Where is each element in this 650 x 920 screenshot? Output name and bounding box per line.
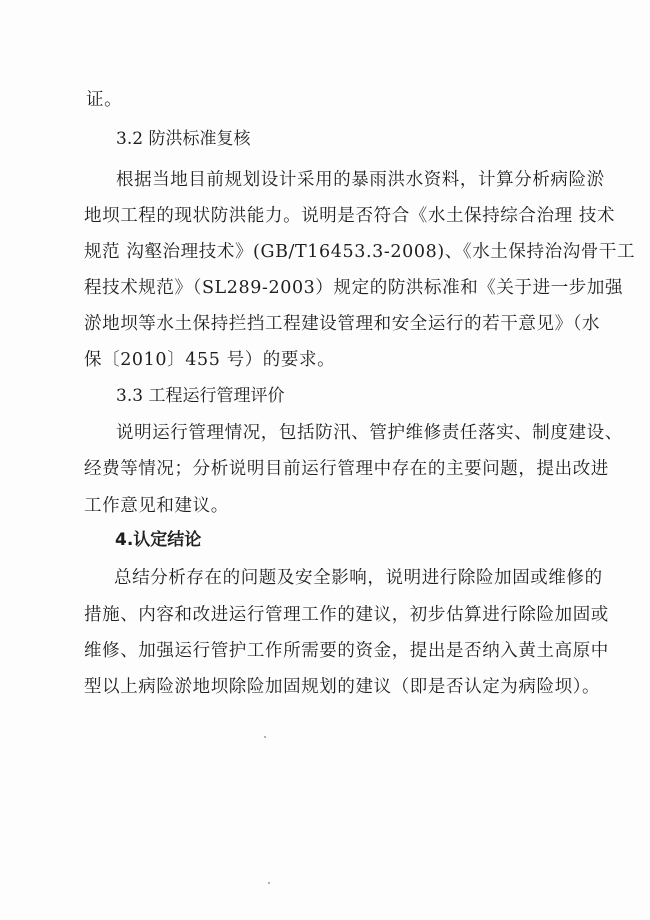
scan-speck <box>264 736 266 738</box>
scan-speck <box>268 882 270 884</box>
paragraph-line: 程技术规范》（SL289-2003）规定的防洪标准和《关于进一步加强 <box>84 278 624 298</box>
paragraph-line: 地坝工程的现状防洪能力。说明是否符合《水土保持综合治理 技术 <box>84 206 616 226</box>
paragraph-line: 根据当地目前规划设计采用的暴雨洪水资料，计算分析病险淤 <box>116 170 605 190</box>
paragraph-line: 保〔2010〕455 号）的要求。 <box>84 350 336 370</box>
section-heading-4: 4.认定结论 <box>115 530 202 550</box>
section-heading-3-2: 3.2 防洪标准复核 <box>116 129 251 149</box>
paragraph-line: 说明运行管理情况，包括防汛、管护维修责任落实、制度建设、 <box>116 423 623 443</box>
paragraph-line: 型以上病险淤地坝除险加固规划的建议（即是否认定为病险坝）。 <box>84 677 601 697</box>
section-heading-3-3: 3.3 工程运行管理评价 <box>116 386 285 406</box>
paragraph-line: 措施、内容和改进运行管理工作的建议，初步估算进行除险加固或 <box>84 605 609 625</box>
paragraph-line: 维修、加强运行管护工作所需要的资金，提出是否纳入黄土高原中 <box>84 641 609 661</box>
paragraph-line: 工作意见和建议。 <box>84 496 229 516</box>
paragraph-line: 淤地坝等水土保持拦挡工程建设管理和安全运行的若干意见》（水 <box>84 314 601 334</box>
paragraph-line: 经费等情况；分析说明目前运行管理中存在的主要问题，提出改进 <box>84 459 609 479</box>
continuation-text: 证。 <box>86 90 123 110</box>
paragraph-line: 总结分析存在的问题及安全影响，说明进行除险加固或维修的 <box>114 568 603 588</box>
paragraph-line: 规范 沟壑治理技术》(GB/T16453.3-2008)、《水土保持治沟骨干工 <box>84 242 636 262</box>
